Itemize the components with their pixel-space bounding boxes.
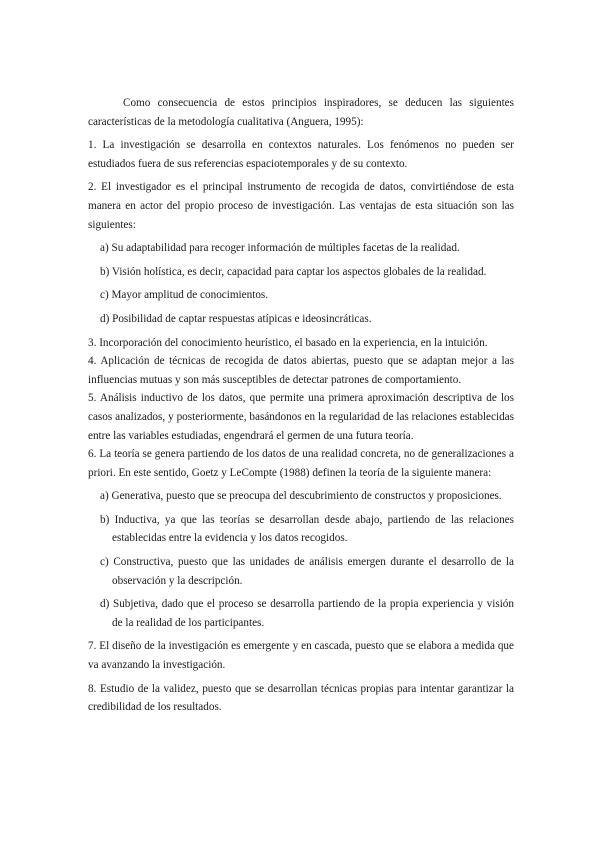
list-item-2-sub-d: d) Posibilidad de captar respuestas atípicas e ideosincráticas.	[100, 312, 372, 325]
list-item-2-sub-b: b) Visión holística, es decir, capacidad para captar los aspectos globales de la realidad.	[100, 265, 487, 278]
intro-paragraph: Como consecuencia de estos principios inspiradores, se deducen las siguientes características de la metodología cualitativa (Anguera, 1995):	[88, 97, 514, 128]
list-item-2-sub-c: c) Mayor amplitud de conocimientos.	[100, 289, 269, 302]
list-item-2-sub-a: a) Su adaptabilidad para recoger información de múltiples facetas de la realidad.	[100, 242, 460, 255]
list-item-6-sub-a: a) Generativa, puesto que se preocupa del descubrimiento de constructos y proposiciones.	[100, 490, 502, 503]
list-item-6: 6. La teoría se genera partiendo de los datos de una realidad concreta, no de generalizaciones a priori. En este sentido, Goetz y LeCompte (1988) definen la teoría de la siguiente manera:	[88, 448, 514, 479]
list-item-3: 3. Incorporación del conocimiento heurístico, el basado en la experiencia, en la intuición.	[88, 336, 488, 349]
list-item-1: 1. La investigación se desarrolla en contextos naturales. Los fenómenos no pueden ser estudiados fuera de sus referencias espaciotemporales y de su contexto.	[88, 139, 514, 170]
list-item-6-sub-d: d) Subjetiva, dado que el proceso se desarrolla partiendo de la propia experiencia y visión de la realidad de los participantes.	[100, 598, 514, 629]
list-item-6-sub-c: c) Constructiva, puesto que las unidades de análisis emergen durante el desarrollo de la observación y la descripción.	[100, 556, 514, 587]
list-item-5: 5. Análisis inductivo de los datos, que permite una primera aproximación descriptiva de los casos analizados, y posteriormente, basándonos en la regularidad de las relaciones establecidas entre las variables estudiadas, engendrará el germen de una futura teoría.	[88, 392, 514, 442]
list-item-2: 2. El investigador es el principal instrumento de recogida de datos, convirtiéndose de esta manera en actor del propio proceso de investigación. Las ventajas de esta situación son las siguientes:	[88, 181, 514, 231]
list-item-8: 8. Estudio de la validez, puesto que se desarrollan técnicas propias para intentar garantizar la credibilidad de los resultados.	[88, 682, 514, 714]
list-item-7: 7. El diseño de la investigación es emergente y en cascada, puesto que se elabora a medida que va avanzando la investigación.	[88, 640, 514, 672]
list-item-6-sub-b: b) Inductiva, ya que las teorías se desarrollan desde abajo, partiendo de las relaciones establecidas entre la evidencia y los datos recogidos.	[100, 513, 514, 545]
document-page	[88, 94, 514, 722]
list-item-4: 4. Aplicación de técnicas de recogida de datos abiertas, puesto que se adaptan mejor a las influencias mutuas y son más susceptibles de detectar patrones de comportamiento.	[88, 355, 514, 386]
